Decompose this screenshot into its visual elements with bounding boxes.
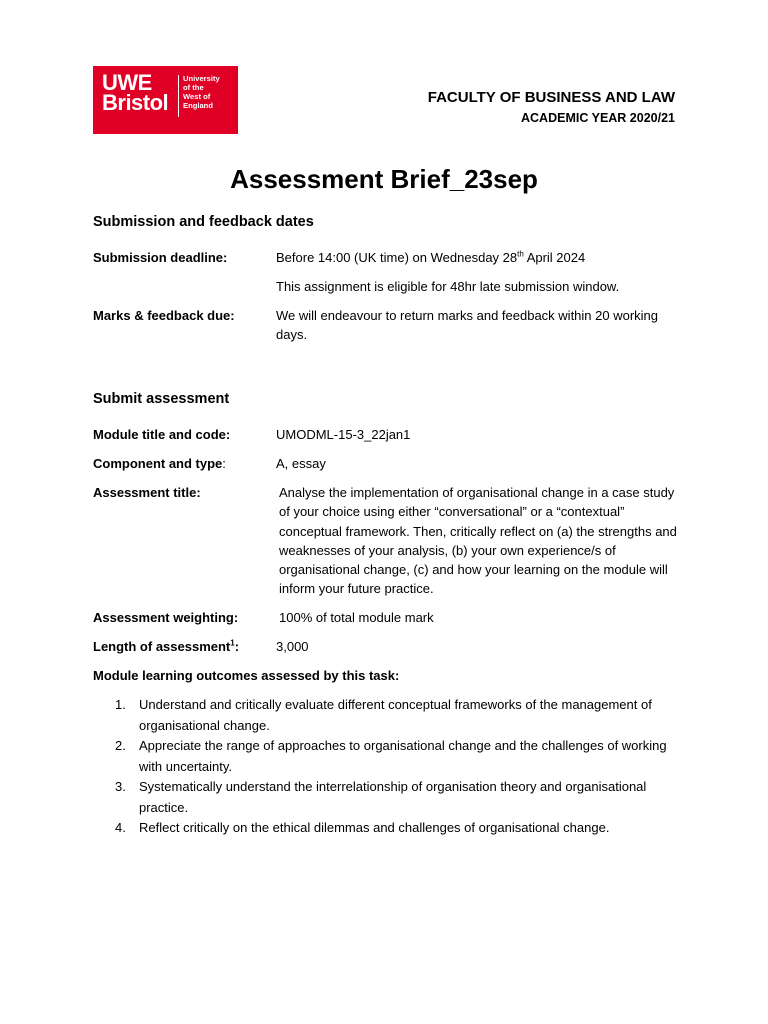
module-label: Module title and code:: [93, 427, 231, 442]
component-label-text: Component and type: [93, 456, 223, 471]
component-label: [93, 456, 226, 471]
weighting-label: Assessment weighting:: [93, 610, 239, 625]
outcome-number: 4.: [115, 820, 126, 835]
feedback-value: We will endeavour to return marks and feedback within 20 working days.: [276, 308, 659, 343]
length-footnote-ref: 1: [230, 638, 235, 648]
logo-brand: [102, 70, 169, 115]
assessment-title-label: Assessment title:: [93, 485, 201, 500]
logo-uni-line: of the: [183, 83, 204, 92]
late-submission-note: This assignment is eligible for 48hr late submission window.: [276, 279, 620, 294]
logo-university-text: [183, 74, 220, 110]
logo-uni-line: University: [183, 74, 220, 83]
deadline-ordinal: th: [517, 249, 524, 259]
logo-uni-line: West of: [183, 92, 211, 101]
outcome-number: 2.: [115, 738, 126, 753]
length-label-text: Length of assessment: [93, 639, 231, 654]
dates-section-heading: Submission and feedback dates: [93, 214, 314, 230]
list-item: [93, 777, 673, 818]
logo-divider: [178, 75, 179, 117]
length-label: [93, 639, 239, 654]
faculty-name: FACULTY OF BUSINESS AND LAW: [427, 89, 675, 106]
assessment-title-value: Analyse the implementation of organisational change in a case study of your choice using either “conversational” or a “contextual” conceptual framework. Then, critically reflect on (a) the strengths and weaknesses of your analysis, (b) your own experience/s of organisational change, (c) and how your learning on the module will inform your future practice.: [279, 485, 677, 597]
outcomes-heading: Module learning outcomes assessed by this task:: [93, 668, 400, 683]
submit-section-heading: Submit assessment: [93, 391, 230, 407]
feedback-label: Marks & feedback due:: [93, 308, 235, 323]
logo-brand-line1: UWE: [102, 70, 152, 95]
outcome-text: Understand and critically evaluate different conceptual frameworks of the management of organisational change.: [139, 697, 652, 733]
outcome-text: Reflect critically on the ethical dilemmas and challenges of organisational change.: [139, 820, 610, 835]
page-title: Assessment Brief_23sep: [230, 164, 538, 194]
deadline-value: [276, 248, 585, 267]
weighting-value: 100% of total module mark: [279, 610, 434, 625]
component-label-colon: :: [222, 456, 226, 471]
logo-brand-line2: Bristol: [102, 90, 169, 115]
module-value: UMODML-15-3_22jan1: [276, 427, 411, 442]
list-item: [93, 736, 673, 777]
length-value: 3,000: [276, 639, 309, 654]
uwe-bristol-logo: [93, 66, 238, 134]
outcome-text: Appreciate the range of approaches to organisational change and the challenges of working with uncertainty.: [139, 738, 667, 774]
outcomes-list: [93, 695, 673, 839]
deadline-label: Submission deadline:: [93, 250, 228, 265]
list-item: [93, 818, 673, 839]
deadline-text: Before 14:00 (UK time) on Wednesday 28: [276, 250, 518, 265]
length-label-colon: :: [234, 639, 240, 654]
academic-year: ACADEMIC YEAR 2020/21: [521, 111, 675, 125]
outcome-number: 3.: [115, 779, 126, 794]
deadline-month: April 2024: [523, 250, 586, 265]
outcome-text: Systematically understand the interrelationship of organisation theory and organisational practice.: [139, 779, 647, 815]
logo-uni-line: England: [183, 101, 213, 110]
outcome-number: 1.: [115, 697, 126, 712]
component-value: A, essay: [276, 456, 326, 471]
list-item: [93, 695, 673, 736]
